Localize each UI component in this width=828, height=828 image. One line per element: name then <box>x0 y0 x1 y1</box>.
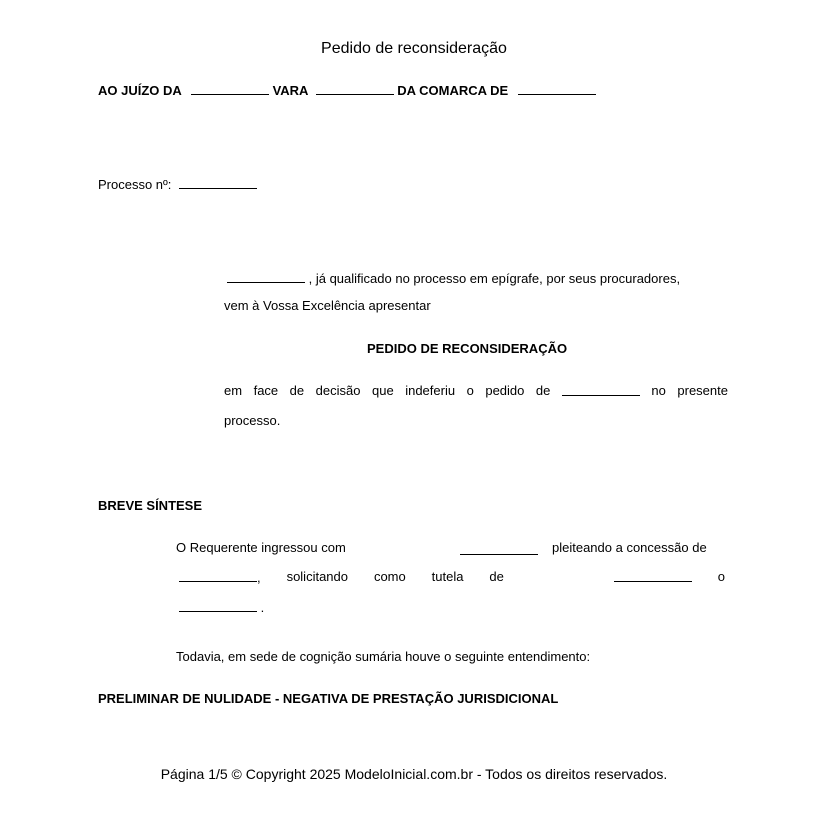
comarca-blank <box>518 82 596 95</box>
court-prefix: AO JUÍZO DA <box>98 83 182 98</box>
section-heading-preliminar: PRELIMINAR DE NULIDADE - NEGATIVA DE PRESTAÇÃO JURISDICIONAL <box>98 691 559 706</box>
word: em <box>224 383 243 398</box>
action-type-blank <box>460 542 538 555</box>
word: no <box>651 383 666 398</box>
word: presente <box>677 383 728 398</box>
court-comarca: DA COMARCA DE <box>397 83 509 98</box>
face-paragraph-line-2: processo. <box>224 413 281 428</box>
word: face <box>253 383 279 398</box>
word: que <box>371 383 394 398</box>
word: de <box>535 383 551 398</box>
synthesis-line-1 <box>176 540 728 555</box>
synthesis-line-2 <box>179 569 725 585</box>
synthesis-text-b: pleiteando a concessão de <box>552 540 707 555</box>
gap <box>530 569 588 585</box>
word: pedido <box>485 383 525 398</box>
synthesis-seg-1 <box>179 569 261 585</box>
concession-blank <box>179 569 257 582</box>
word: tutela <box>431 569 464 584</box>
word: decisão <box>315 383 361 398</box>
word: de <box>289 383 305 398</box>
word: solicitando <box>286 569 348 584</box>
pedido-heading: PEDIDO DE RECONSIDERAÇÃO <box>367 341 568 356</box>
word: de <box>489 569 504 584</box>
process-number-blank <box>179 176 257 189</box>
comma: , <box>257 570 261 585</box>
request-blank <box>562 383 640 396</box>
todavia-paragraph: Todavia, em sede de cognição sumária houve o seguinte entendimento: <box>176 649 591 664</box>
party-name-blank <box>227 270 305 283</box>
intro-text-1: , já qualificado no processo em epígrafe, por seus procuradores, <box>308 271 681 286</box>
process-number-line <box>98 176 257 192</box>
period: . <box>260 600 265 615</box>
synthesis-text-a: O Requerente ingressou com <box>176 540 346 555</box>
document-title: Pedido de reconsideração <box>321 40 507 57</box>
process-label: Processo nº: <box>98 177 172 192</box>
word: como <box>373 569 406 584</box>
tutela-object-blank <box>179 599 257 612</box>
page-footer: Página 1/5 © Copyright 2025 ModeloInicial.com.br - Todos os direitos reservados. <box>160 766 668 782</box>
face-paragraph-line-1 <box>224 383 728 398</box>
court-number-blank <box>191 82 269 95</box>
section-heading-breve-sintese: BREVE SÍNTESE <box>98 498 203 513</box>
intro-line-1 <box>227 270 680 286</box>
word: indeferiu <box>405 383 456 398</box>
court-address-line <box>98 82 596 98</box>
synthesis-line-3 <box>179 599 264 615</box>
tutela-blank <box>614 569 692 582</box>
word: o <box>466 383 474 398</box>
word: o <box>717 569 725 584</box>
intro-line-2: vem à Vossa Excelência apresentar <box>224 298 431 313</box>
court-vara: VARA <box>272 83 308 98</box>
vara-blank <box>316 82 394 95</box>
